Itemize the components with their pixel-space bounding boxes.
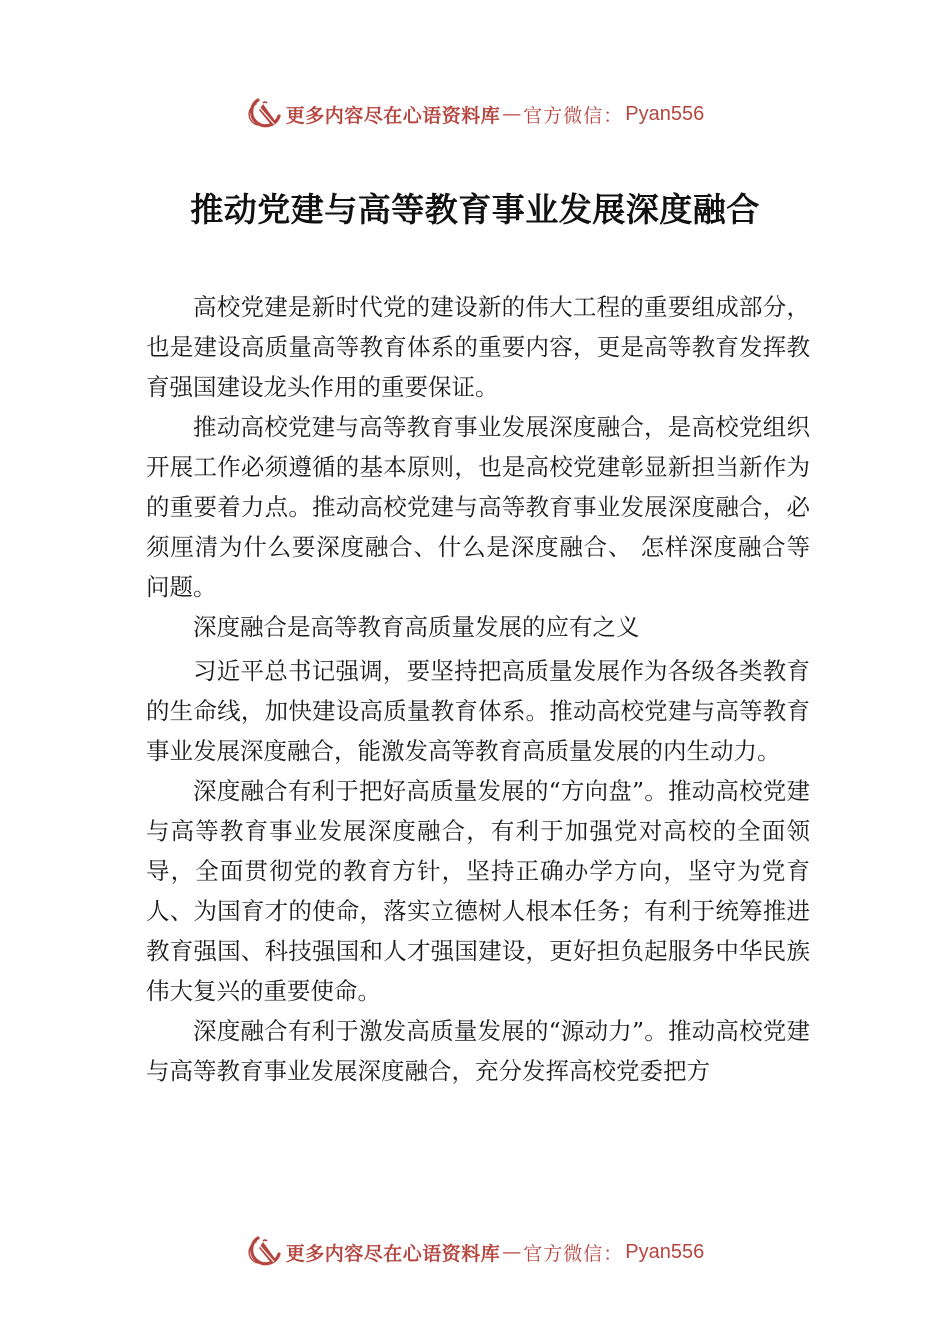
pen-nib-logo-icon xyxy=(246,96,282,132)
banner-wechat-label: 官方微信： xyxy=(523,104,624,127)
banner-wechat-id: Pyan556 xyxy=(625,102,705,125)
document-title: 推动党建与高等教育事业发展深度融合 xyxy=(190,190,760,229)
banner-dash: — xyxy=(502,1241,522,1263)
banner-slogan: 更多内容尽在心语资料库 xyxy=(285,104,501,127)
document-body xyxy=(146,287,810,1091)
header-watermark-banner xyxy=(0,94,950,134)
pen-nib-logo-icon xyxy=(246,1234,282,1270)
banner-dash: — xyxy=(502,103,522,125)
body-paragraph: 深度融合有利于把好高质量发展的“方向盘”。推动高校党建与高等教育事业发展深度融合，有利于加强党对高校的全面领导，全面贯彻党的教育方针，坚持正确办学方向，坚守为党育人、为国育才的使命，落实立德树人根本任务；有利于统筹推进教育强国、科技强国和人才强国建设，更好担负起服务中华民族伟大复兴的重要使命。 xyxy=(146,777,810,1005)
banner-slogan: 更多内容尽在心语资料库 xyxy=(285,1242,501,1265)
banner-wechat-label: 官方微信： xyxy=(523,1242,624,1265)
body-paragraph: 习近平总书记强调，要坚持把高质量发展作为各级各类教育的生命线，加快建设高质量教育体系。推动高校党建与高等教育事业发展深度融合，能激发高等教育高质量发展的内生动力。 xyxy=(146,657,810,765)
footer-watermark-banner xyxy=(0,1232,950,1272)
body-paragraph: 高校党建是新时代党的建设新的伟大工程的重要组成部分，也是建设高质量高等教育体系的重要内容，更是高等教育发挥教育强国建设龙头作用的重要保证。 xyxy=(146,293,810,401)
body-paragraph: 深度融合有利于激发高质量发展的“源动力”。推动高校党建与高等教育事业发展深度融合，充分发挥高校党委把方 xyxy=(146,1017,810,1085)
section-heading: 深度融合是高等教育高质量发展的应有之义 xyxy=(193,613,640,641)
banner-wechat-id: Pyan556 xyxy=(625,1240,705,1263)
body-paragraph: 推动高校党建与高等教育事业发展深度融合，是高校党组织开展工作必须遵循的基本原则，也是高校党建彰显新担当新作为的重要着力点。推动高校党建与高等教育事业发展深度融合，必须厘清为什么要深度融合、什么是深度融合、 怎样深度融合等问题。 xyxy=(146,413,810,601)
